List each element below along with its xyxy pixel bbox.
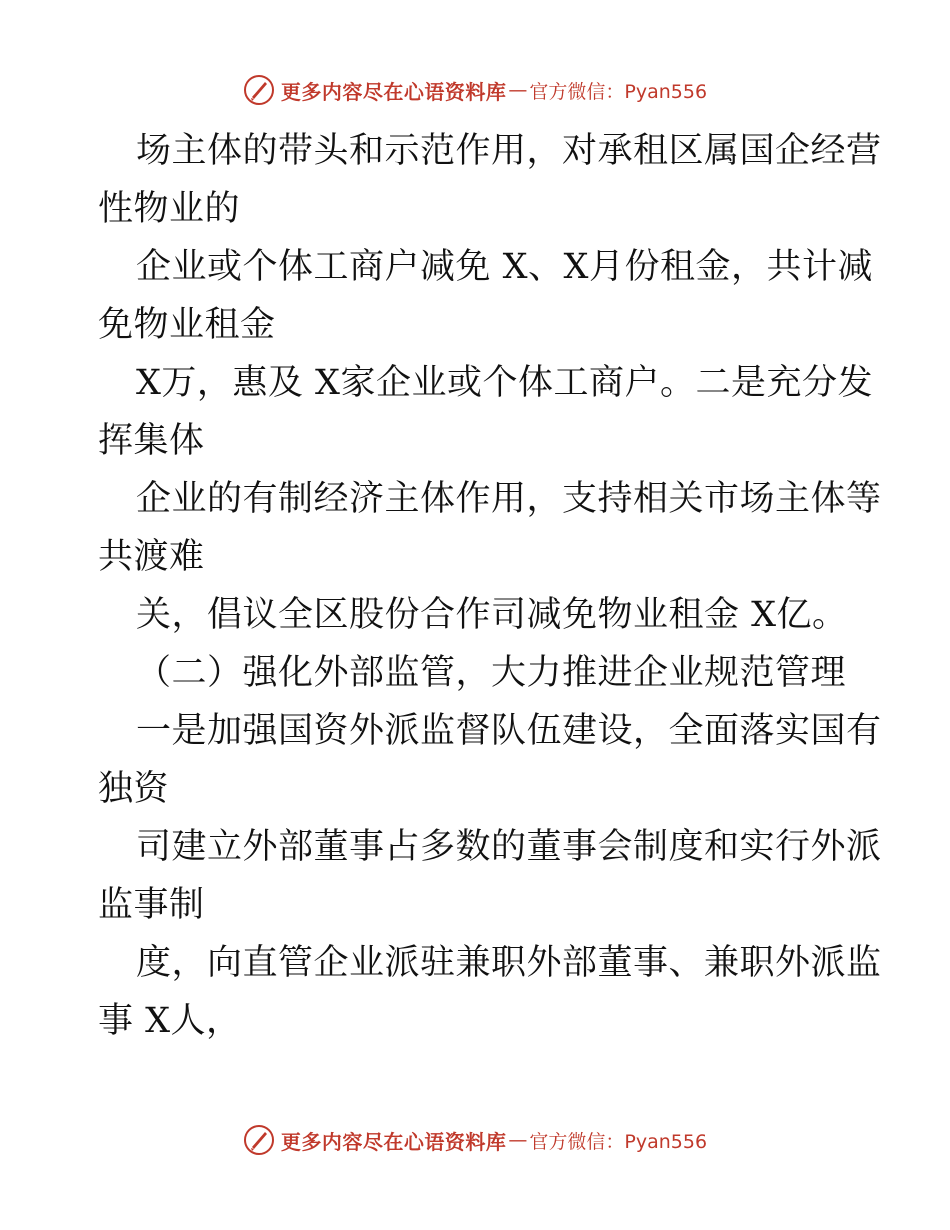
quill-logo-icon	[243, 74, 275, 106]
quill-logo-icon	[243, 1124, 275, 1156]
document-body	[98, 122, 882, 1050]
body-line: 挥集体	[98, 421, 205, 461]
header-banner	[0, 70, 950, 110]
body-line: 独资	[98, 769, 170, 809]
banner-brand-text: 更多内容尽在心语资料库	[280, 1129, 507, 1154]
footer-banner	[0, 1120, 950, 1160]
body-line: 一是加强国资外派监督队伍建设，全面落实国有	[136, 711, 882, 751]
body-line: 场主体的带头和示范作用，对承租区属国企经营	[136, 131, 882, 171]
banner-wechat-text: 官方微信：Pyan556	[529, 80, 708, 103]
body-line: 免物业租金	[98, 305, 276, 345]
body-line: 司建立外部董事占多数的董事会制度和实行外派	[136, 827, 882, 867]
body-line: 企业或个体工商户减免 X、X月份租金，共计减	[136, 247, 873, 287]
body-line: 企业的有制经济主体作用，支持相关市场主体等	[136, 479, 882, 519]
body-line: X万，惠及 X家企业或个体工商户。二是充分发	[136, 363, 873, 403]
banner-separator: —	[508, 79, 528, 101]
body-line: 关，倡议全区股份合作司减免物业租金 X亿。	[136, 595, 848, 635]
banner-separator: —	[508, 1129, 528, 1151]
banner-wechat-text: 官方微信：Pyan556	[529, 1130, 708, 1153]
banner-brand-text: 更多内容尽在心语资料库	[280, 79, 507, 104]
body-line: 性物业的	[98, 189, 241, 229]
body-line: 度，向直管企业派驻兼职外部董事、兼职外派监	[136, 943, 882, 983]
body-line: 事 X人，	[98, 1001, 242, 1041]
section-heading: （二）强化外部监管，大力推进企业规范管理	[136, 653, 847, 693]
body-line: 共渡难	[98, 537, 205, 577]
body-line: 监事制	[98, 885, 205, 925]
